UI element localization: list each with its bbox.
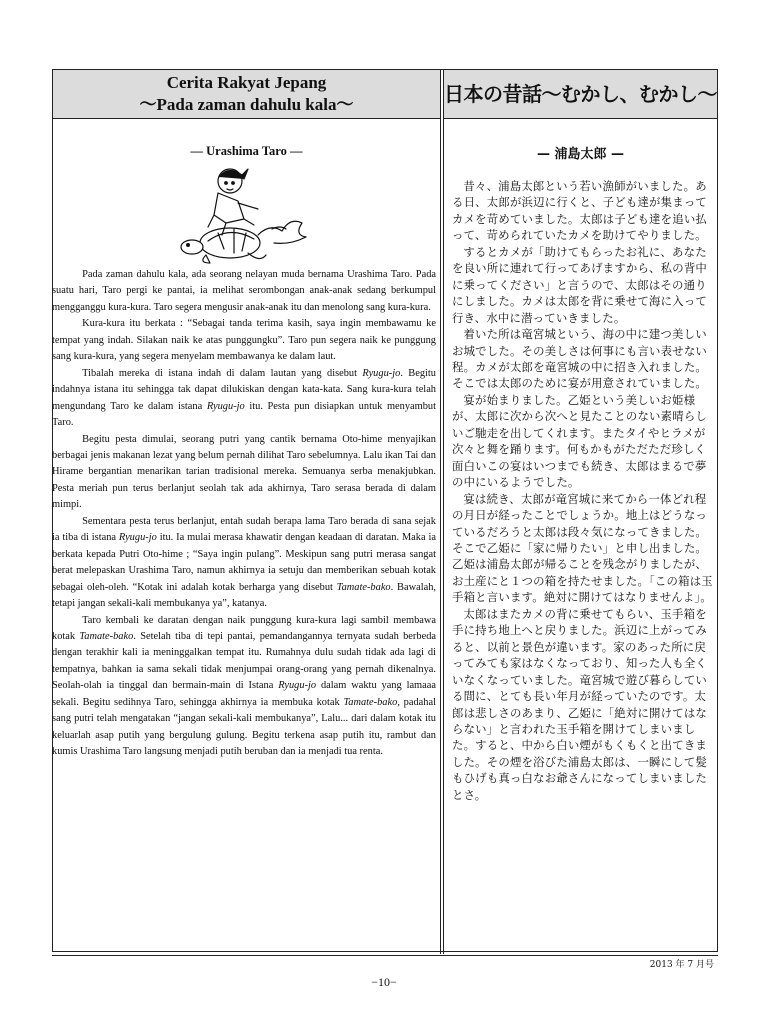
left-paragraph: Taro kembali ke daratan dengan naik punggung kura-kura lagi sambil membawa kotak Tamate-bako. Setelah tiba di tepi pantai, pemandangannya ternyata sudah berbeda dengan terakhir kali ia meninggalkan tempat itu. Rumahnya dulu sudah tidak ada lagi di tempatnya, bahkan ia sama sekali tidak menjumpai orang-orang yang pernah dikenalnya. Seolah-olah ia tinggal dan bermain-main di Istana Ryugu-jo dalam waktu yang lamaaa sekali. Begitu sedihnya Taro, sehingga akhirnya ia membuka kotak Tamate-bako, padahal sang putri telah mengatakan “jangan sekali-kali membukanya”, Lalu... dari dalam kotak itu keluarlah asap putih yang bergulung gulung. Begitu terkena asap putih itu, rambut dan kumis Urashima Taro langsung menjadi putih beruban dan ia menjadi tua renta. — [52, 614, 436, 758]
right-story-body — [452, 178, 714, 803]
right-paragraph: 太郎はまたカメの背に乗せてもらい、玉手箱を手に持ち地上へと戻りました。浜辺に上がってみると、以前と景色が違います。家のあった所に戻ってみても家はなくなっており、知った人も全くいなくなっていました。竜宮城で遊び暮らしている間に、とても長い年月が経っていたのです。太郎は悲しさのあまり、乙姫に「絶対に開けてはならない」と言われた玉手箱を開けてしまいました。すると、中から白い煙がもくもくと出てきました。その煙を浴びた浦島太郎は、一瞬にして髪もひげも真っ白なお爺さんになってしまいましたとさ。 — [452, 606, 707, 802]
left-story-title: — Urashima Taro — — [190, 144, 303, 158]
urashima-turtle-illustration — [178, 163, 318, 267]
footer-rule — [52, 955, 718, 956]
page-number: −10− — [371, 975, 397, 989]
header-right — [444, 70, 717, 119]
header-left — [53, 70, 440, 119]
right-title: 日本の昔話〜むかし、むかし〜 — [444, 82, 717, 106]
right-paragraph: 宴が始まりました。乙姫という美しいお姫様が、太郎に次から次へと見たことのない素晴らしいご馳走を出してくれます。またタイやヒラメが次々と舞を踊ります。何もかもがただただ珍しく面白いこの宴はいつまでも続き、太郎はまるで夢の中にいるようでした。 — [452, 392, 707, 490]
left-story-body — [52, 267, 436, 761]
left-paragraph: Tibalah mereka di istana indah di dalam lautan yang disebut Ryugu-jo. Begitu indahnya istana itu sehingga tak dapat dilukiskan dengan kata-kata. Sang kura-kura telah mengundang Taro ke dalam istana Ryugu-jo itu. Pesta pun disiapkan untuk menyambut Taro. — [52, 367, 437, 429]
left-title-line1: Cerita Rakyat Jepang — [166, 73, 327, 92]
left-paragraph: Kura-kura itu berkata : “Sebagai tanda terima kasih, saya ingin membawamu ke tempat yang indah. Silakan naik ke atas punggungku”. Taro pun segera naik ke punggung sang kura-kura, yang segera menyelam membawanya ke dalam laut. — [52, 318, 436, 363]
column-divider — [443, 69, 444, 954]
right-paragraph: 着いた所は竜宮城という、海の中に建つ美しいお城でした。その美しさは何事にも言い表せない程。カメが太郎を竜宮城の中に招き入れました。そこでは太郎のために宴が用意されていました。 — [452, 327, 707, 391]
left-paragraph: Begitu pesta dimulai, seorang putri yang cantik bernama Oto-hime menyajikan berbagai jenis makanan lezat yang belum pernah dilihat Taro sebelumnya. Lalu ikan Tai dan Hirame bergantian menarikan tarian tradisional mereka. Semuanya serba menakjubkan. Pesta meriah pun terus berlanjut seolah tak ada akhirnya, Taro serasa berada di dalam mimpi. — [52, 433, 436, 511]
right-paragraph: するとカメが「助けてもらったお礼に、あなたを良い所に連れて行ってあげますから、私の背中に乗ってください」と言うので、太郎はその通りにしました。カメは太郎を背に乗せて海に入って行き、水中に潜っていきました。 — [452, 244, 707, 325]
right-paragraph: 昔々、浦島太郎という若い漁師がいました。ある日、太郎が浜辺に行くと、子ども達が集まってカメを苛めていました。太郎は子ども達を追い払って、苛められていたカメを助けてやりました。 — [452, 179, 707, 243]
right-paragraph: 宴は続き、太郎が竜宮城に来てから一体どれ程の月日が経ったことでしょうか。地上はどうなっているだろうと太郎は段々気になってきました。そこで乙姫に「家に帰りたい」と申し出ました。乙姫は浦島太郎が帰ることを残念がりましたが、お土産にと１つの箱を持たせました。「この箱は玉手箱と言います。絶対に開けてはなりませんよ」。 — [452, 491, 713, 605]
left-paragraph: Sementara pesta terus berlanjut, entah sudah berapa lama Taro berada di sana sejak ia tiba di istana Ryugu-jo itu. Ia mulai merasa khawatir dengan keadaan di daratan. Maka ia berkata kepada Putri Oto-hime ; “Saya ingin pulang”. Meskipun sang putri merasa sangat berat melepaskan Urashima Taro, namun akhirnya ia setuju dan memberikan sebuah kotak sebagai oleh-oleh. “Kotak ini adalah kotak berharga yang disebut Tamate-bako. Bawalah, tetapi jangan sekali-kali membukanya ya”, katanya. — [52, 515, 436, 610]
right-story-title: — 浦島太郎 — — [536, 147, 625, 162]
left-paragraph: Pada zaman dahulu kala, ada seorang nelayan muda bernama Urashima Taro. Pada suatu hari, Taro pergi ke pantai, ia melihat serombongan anak-anak sedang berkumpul mengganggu kura-kura. Taro segera mengusir anak-anak itu dan menolong sang kura-kura. — [52, 269, 436, 313]
column-divider-inner — [440, 69, 441, 954]
issue-date: 2013 年 7 月号 — [649, 960, 714, 970]
left-title-line2: 〜Pada zaman dahulu kala〜 — [139, 95, 354, 114]
